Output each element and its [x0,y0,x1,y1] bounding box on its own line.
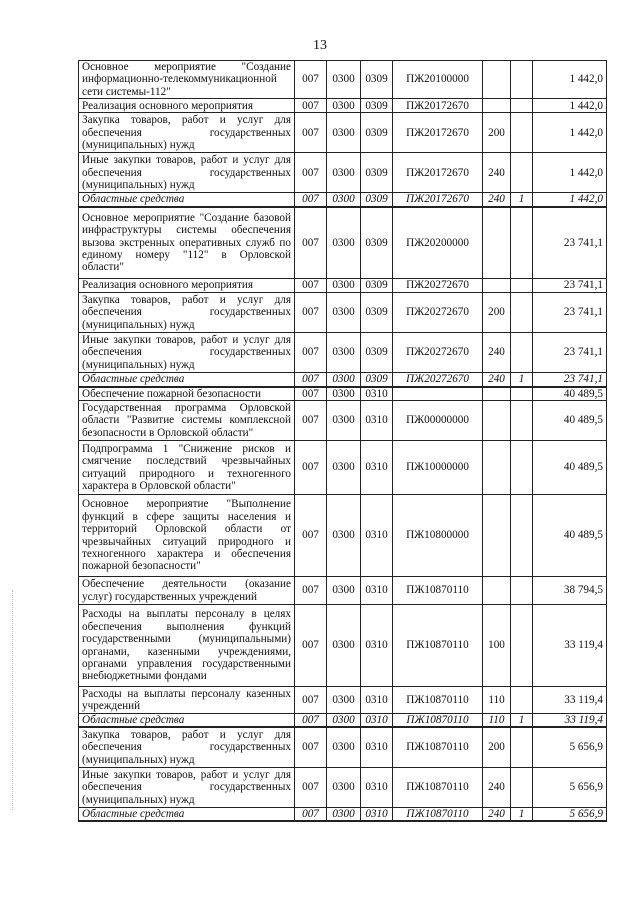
cell-ministry-code: 007 [295,401,327,441]
row-description: Иные закупки товаров, работ и услуг для обеспечения государственных (муниципальных) нужд [79,153,295,193]
cell-amount: 38 794,5 [533,577,607,605]
cell-amount: 5 656,9 [533,767,607,807]
cell-subsection-code: 0310 [361,714,393,728]
row-description: Расходы на выплаты персоналу казенных учреждений [79,687,295,714]
table-row [79,61,607,99]
row-description: Основное мероприятие "Создание информационно-телекоммуникационной сети системы-112" [79,61,295,99]
cell-subsection-code: 0310 [361,767,393,807]
cell-expense-type [483,387,511,401]
cell-expense-type [483,279,511,293]
cell-target-article: ПЖ20272670 [393,279,483,293]
cell-expense-type [483,577,511,605]
cell-expense-type: 200 [483,113,511,153]
cell-target-article: ПЖ10870110 [393,687,483,714]
cell-target-article: ПЖ20272670 [393,333,483,373]
cell-subsection-code: 0310 [361,401,393,441]
cell-amount: 40 489,5 [533,401,607,441]
cell-amount: 23 741,1 [533,293,607,333]
budget-table [78,60,607,822]
cell-amount: 40 489,5 [533,495,607,577]
table-row [79,714,607,728]
cell-ministry-code: 007 [295,61,327,99]
cell-funding-code [511,207,533,279]
row-description: Основное мероприятие "Выполнение функций в сфере защиты населения и территорий Орловской области от чрезвычайных ситуаций природного и техногенного характера и обеспечения пожарной безопасности" [79,495,295,577]
cell-target-article: ПЖ20172670 [393,193,483,207]
cell-ministry-code: 007 [295,714,327,728]
cell-section-code: 0300 [327,99,361,113]
row-description: Обеспечение деятельности (оказание услуг) государственных учреждений [79,577,295,605]
cell-ministry-code: 007 [295,279,327,293]
cell-subsection-code: 0309 [361,99,393,113]
cell-target-article: ПЖ20172670 [393,99,483,113]
cell-ministry-code: 007 [295,767,327,807]
cell-target-article: ПЖ10800000 [393,495,483,577]
cell-expense-type [483,401,511,441]
cell-section-code: 0300 [327,807,361,821]
cell-funding-code [511,767,533,807]
budget-table-body [79,61,607,822]
cell-funding-code [511,279,533,293]
cell-funding-code [511,605,533,687]
cell-subsection-code: 0309 [361,333,393,373]
table-row [79,373,607,387]
cell-subsection-code: 0309 [361,293,393,333]
table-row [79,727,607,767]
cell-ministry-code: 007 [295,441,327,495]
row-description: Закупка товаров, работ и услуг для обеспечения государственных (муниципальных) нужд [79,293,295,333]
cell-section-code: 0300 [327,207,361,279]
cell-expense-type: 240 [483,807,511,821]
table-row [79,605,607,687]
cell-subsection-code: 0310 [361,387,393,401]
cell-target-article: ПЖ10000000 [393,441,483,495]
cell-section-code: 0300 [327,714,361,728]
cell-ministry-code: 007 [295,387,327,401]
cell-section-code: 0300 [327,767,361,807]
cell-amount: 1 442,0 [533,153,607,193]
table-row [79,193,607,207]
row-description: Подпрограмма 1 "Снижение рисков и смягчение последствий чрезвычайных ситуаций природного и техногенного характера в Орловской области" [79,441,295,495]
scan-edge-marks [12,590,15,810]
cell-amount: 1 442,0 [533,99,607,113]
cell-subsection-code: 0309 [361,153,393,193]
cell-subsection-code: 0309 [361,373,393,387]
cell-expense-type: 240 [483,373,511,387]
cell-ministry-code: 007 [295,293,327,333]
cell-section-code: 0300 [327,495,361,577]
cell-subsection-code: 0310 [361,577,393,605]
cell-amount: 23 741,1 [533,333,607,373]
cell-expense-type: 110 [483,714,511,728]
page-number: 13 [313,38,327,53]
cell-funding-code [511,401,533,441]
cell-expense-type [483,207,511,279]
cell-target-article: ПЖ20172670 [393,113,483,153]
cell-funding-code [511,441,533,495]
cell-expense-type: 200 [483,727,511,767]
cell-section-code: 0300 [327,373,361,387]
row-description: Реализация основного мероприятия [79,279,295,293]
table-row [79,767,607,807]
cell-section-code: 0300 [327,153,361,193]
cell-target-article: ПЖ20272670 [393,293,483,333]
cell-section-code: 0300 [327,687,361,714]
cell-section-code: 0300 [327,387,361,401]
cell-ministry-code: 007 [295,207,327,279]
cell-target-article: ПЖ20172670 [393,153,483,193]
cell-amount: 1 442,0 [533,61,607,99]
row-description: Иные закупки товаров, работ и услуг для обеспечения государственных (муниципальных) нужд [79,333,295,373]
table-row [79,441,607,495]
cell-amount: 1 442,0 [533,113,607,153]
table-row [79,279,607,293]
cell-ministry-code: 007 [295,153,327,193]
cell-ministry-code: 007 [295,807,327,821]
cell-section-code: 0300 [327,333,361,373]
row-description: Закупка товаров, работ и услуг для обеспечения государственных (муниципальных) нужд [79,113,295,153]
cell-target-article: ПЖ10870110 [393,727,483,767]
cell-target-article: ПЖ20100000 [393,61,483,99]
cell-expense-type: 100 [483,605,511,687]
cell-target-article: ПЖ10870110 [393,714,483,728]
cell-funding-code [511,387,533,401]
cell-section-code: 0300 [327,577,361,605]
cell-funding-code [511,113,533,153]
cell-section-code: 0300 [327,279,361,293]
cell-amount: 23 741,1 [533,279,607,293]
cell-target-article: ПЖ00000000 [393,401,483,441]
row-description: Государственная программа Орловской области "Развитие системы комплексной безопасности в Орловской области" [79,401,295,441]
cell-section-code: 0300 [327,441,361,495]
row-description: Реализация основного мероприятия [79,99,295,113]
row-description: Областные средства [79,373,295,387]
cell-ministry-code: 007 [295,373,327,387]
cell-expense-type [483,61,511,99]
table-row [79,113,607,153]
cell-funding-code [511,687,533,714]
cell-subsection-code: 0309 [361,279,393,293]
cell-ministry-code: 007 [295,577,327,605]
table-row [79,577,607,605]
cell-expense-type: 240 [483,767,511,807]
cell-expense-type [483,441,511,495]
cell-ministry-code: 007 [295,687,327,714]
cell-expense-type: 240 [483,193,511,207]
row-description: Закупка товаров, работ и услуг для обеспечения государственных (муниципальных) нужд [79,727,295,767]
cell-ministry-code: 007 [295,605,327,687]
row-description: Обеспечение пожарной безопасности [79,387,295,401]
table-row [79,495,607,577]
cell-ministry-code: 007 [295,333,327,373]
row-description: Расходы на выплаты персоналу в целях обеспечения выполнения функций государственными (муниципальными) органами, казенными учреждениями, органами управления государственными внебюджетными фондами [79,605,295,687]
cell-amount: 5 656,9 [533,807,607,821]
cell-amount: 23 741,1 [533,207,607,279]
table-row [79,401,607,441]
cell-section-code: 0300 [327,61,361,99]
cell-target-article: ПЖ20272670 [393,373,483,387]
cell-target-article [393,387,483,401]
cell-amount: 40 489,5 [533,441,607,495]
cell-section-code: 0300 [327,293,361,333]
cell-section-code: 0300 [327,401,361,441]
table-row [79,333,607,373]
cell-expense-type: 110 [483,687,511,714]
cell-subsection-code: 0309 [361,61,393,99]
cell-target-article: ПЖ10870110 [393,767,483,807]
cell-funding-code: 1 [511,714,533,728]
cell-target-article: ПЖ10870110 [393,807,483,821]
cell-expense-type: 240 [483,153,511,193]
cell-subsection-code: 0309 [361,193,393,207]
cell-section-code: 0300 [327,727,361,767]
cell-expense-type: 240 [483,333,511,373]
cell-target-article: ПЖ10870110 [393,605,483,687]
cell-subsection-code: 0310 [361,605,393,687]
cell-funding-code [511,495,533,577]
table-row [79,687,607,714]
cell-funding-code [511,153,533,193]
cell-section-code: 0300 [327,113,361,153]
cell-amount: 33 119,4 [533,605,607,687]
table-row [79,207,607,279]
cell-amount: 33 119,4 [533,687,607,714]
row-description: Иные закупки товаров, работ и услуг для обеспечения государственных (муниципальных) нужд [79,767,295,807]
cell-ministry-code: 007 [295,113,327,153]
cell-ministry-code: 007 [295,495,327,577]
table-row [79,293,607,333]
cell-subsection-code: 0310 [361,727,393,767]
cell-funding-code: 1 [511,807,533,821]
row-description: Областные средства [79,193,295,207]
cell-ministry-code: 007 [295,193,327,207]
cell-funding-code [511,99,533,113]
cell-section-code: 0300 [327,193,361,207]
cell-subsection-code: 0310 [361,807,393,821]
cell-expense-type [483,495,511,577]
cell-expense-type [483,99,511,113]
cell-amount: 1 442,0 [533,193,607,207]
cell-subsection-code: 0310 [361,687,393,714]
row-description: Областные средства [79,807,295,821]
cell-expense-type: 200 [483,293,511,333]
cell-subsection-code: 0310 [361,441,393,495]
cell-amount: 5 656,9 [533,727,607,767]
cell-subsection-code: 0309 [361,113,393,153]
cell-funding-code [511,61,533,99]
row-description: Областные средства [79,714,295,728]
cell-funding-code [511,293,533,333]
cell-funding-code [511,577,533,605]
table-row [79,387,607,401]
cell-ministry-code: 007 [295,727,327,767]
cell-funding-code: 1 [511,373,533,387]
cell-target-article: ПЖ20200000 [393,207,483,279]
cell-funding-code: 1 [511,193,533,207]
cell-amount: 33 119,4 [533,714,607,728]
cell-ministry-code: 007 [295,99,327,113]
table-row [79,153,607,193]
row-description: Основное мероприятие "Создание базовой инфраструктуры системы обеспечения вызова экстренных оперативных служб по единому номеру "112" в Орловской области" [79,207,295,279]
cell-funding-code [511,333,533,373]
cell-amount: 40 489,5 [533,387,607,401]
cell-amount: 23 741,1 [533,373,607,387]
cell-funding-code [511,727,533,767]
cell-subsection-code: 0309 [361,207,393,279]
table-row [79,807,607,821]
cell-target-article: ПЖ10870110 [393,577,483,605]
table-row [79,99,607,113]
cell-section-code: 0300 [327,605,361,687]
cell-subsection-code: 0310 [361,495,393,577]
